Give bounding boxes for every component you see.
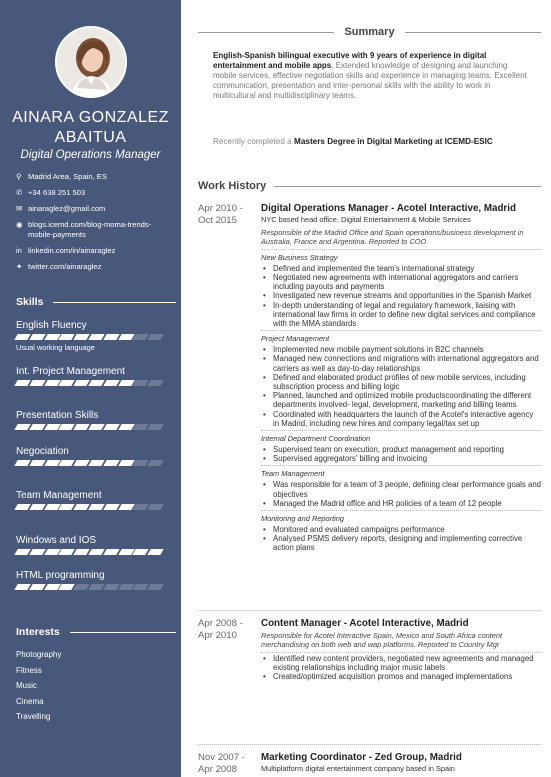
name-line-2: ABAITUA [54,129,127,146]
job-bullet-list [261,264,541,328]
skill-item [16,570,164,590]
sidebar [0,0,181,777]
recent-prefix: Recently completed a [213,137,295,146]
job-bullet: • In-depth understanding of legal and regulatory framework, liaising with international law firms in order to define new digital services and compliance with the MMA standards [261,301,541,329]
contact-item[interactable] [16,246,176,256]
job-bullet-list [261,480,541,508]
job-title: Content Manager - Acotel Interactive, Madrid [261,618,469,629]
skill-level-bar [16,549,164,555]
job-bullet: • Defined and implemented the team's international strategy [261,264,541,273]
skills-heading-text: Skills [16,296,44,308]
job-description: Responsible for Acotel Interactive Spain, Mexico and South Africa content merchandising on both web and wap platforms. Reported to Country Mgr [261,631,503,650]
interest-item: Travelling [16,712,51,721]
twitter-icon: ✦ [16,262,23,271]
skill-level-segment [103,504,119,510]
skill-level-segment [103,460,119,466]
skill-level-segment [147,504,163,510]
skill-level-segment [88,504,104,510]
skill-level-segment [88,380,104,386]
skill-name: Presentation Skills [16,410,99,421]
skill-item [16,320,164,352]
job-date-from: Apr 2010 - [198,203,243,214]
job-section-heading: New Business Strategy [261,252,338,262]
section-separator [261,510,541,511]
recent-degree [213,136,533,147]
skill-level-segment [103,549,119,555]
skill-level-bar [16,334,164,340]
job-bullet: • Supervised aggregators' billing and invoicing [261,454,541,463]
job-description: Responsible of the Madrid Office and Spain operations/business development in Australia, France and Argentina. Reported to COO [261,228,524,247]
job-title: Marketing Coordinator - Zed Group, Madrid [261,752,462,763]
location-pin-icon: ⚲ [16,172,22,181]
summary-title: Summary [344,26,395,38]
summary-header [198,26,541,38]
job-date-to: Oct 2015 [198,215,237,226]
job-bullet: • Implemented new mobile payment solutions in B2C channels [261,345,541,354]
job-dates [198,618,258,642]
interests-heading-text: Interests [16,626,60,638]
job-bullet: • Defined and elaborated product profiles of new mobile services, including subscription process and billing logic [261,373,541,391]
skill-name: English Fluency [16,320,87,331]
contact-text: ainaraglez@gmail.com [28,204,106,213]
job-divider [198,610,541,611]
skill-level-segment [29,380,45,386]
section-separator [261,249,541,250]
job-section-heading: Monitoring and Reporting [261,514,344,524]
contact-item[interactable] [16,220,176,240]
job-entry [261,752,541,774]
job-divider [198,744,541,745]
job-bullet: • Monitored and evaluated campaigns performance [261,525,541,534]
interest-item: Music [16,681,37,690]
skill-item [16,535,164,555]
skill-level-segment [103,424,119,430]
skill-name: Windows and IOS [16,535,97,546]
job-entry [261,203,541,553]
skill-level-segment [14,549,30,555]
job-bullet: • Identified new content providers, negotiated new agreements and managed existing relationships including major music labels [261,654,541,672]
skill-level-bar [16,380,164,386]
section-separator [261,465,541,466]
avatar [55,26,127,98]
job-bullet: • Analysed PSMS delivery reports, designing and implementing corrective action plans [261,534,541,552]
recent-degree-name: Masters Degree in Digital Marketing at ICEMD-ESIC [294,137,493,146]
interests-heading-rule [70,632,176,633]
skill-level-segment [88,549,104,555]
skill-level-segment [29,424,45,430]
skill-level-segment [103,334,119,340]
skills-heading-rule [53,302,176,303]
contact-item[interactable] [16,204,176,214]
work-history-rule [274,186,541,187]
linkedin-icon: in [16,246,22,255]
job-bullet: • Managed the Madrid office and HR policies of a team of 12 people [261,499,541,508]
email-icon: ✉ [16,204,23,213]
skill-level-bar [16,584,164,590]
skill-level-segment [147,424,163,430]
job-dates [198,203,258,227]
skill-level-segment [29,460,45,466]
skill-level-segment [88,424,104,430]
skill-level-segment [147,460,163,466]
skill-level-segment [14,460,30,466]
summary-rule-left [198,32,334,33]
job-bullet: • Created/optimized acquisition promos and managed implementations [261,672,541,681]
summary-rule-right [405,32,541,33]
skill-level-segment [29,504,45,510]
contact-text: blogs.icemd.com/blog-moma-trends-mobile-payments [28,220,152,239]
job-bullet-list [261,525,541,553]
summary-bold: English-Spanish bilingual executive with 9 years of experience in digital entertainment and mobile apps [213,51,487,70]
job-date-from: Apr 2008 - [198,618,243,629]
job-bullet: • Coordinated with headquarters the launch of the Acotel's interactive agency in Madrid, including new hires and company legal/tax set up [261,410,541,428]
skill-name: HTML programming [16,570,105,581]
skill-level-segment [14,504,30,510]
skill-item [16,446,164,466]
job-section-heading: Team Management [261,469,325,479]
skill-level-segment [88,334,104,340]
skill-level-segment [103,380,119,386]
skill-level-segment [103,584,119,590]
job-bullet: • Was responsible for a team of 3 people, defining clear performance goals and objectives [261,480,541,498]
job-bullet-list [261,445,541,463]
skill-level-bar [16,460,164,466]
job-bullet: • Negotiated new agreements with international aggregators and carriers including payouts and payments [261,273,541,291]
skill-level-segment [147,334,163,340]
work-history-title: Work History [198,180,267,192]
skill-level-segment [14,424,30,430]
contact-text: Madrid Area, Spain, ES [28,172,107,181]
skill-level-bar [16,504,164,510]
skill-level-segment [88,584,104,590]
skill-level-segment [147,584,163,590]
job-bullet-list [261,654,541,682]
section-separator [261,330,541,331]
job-section-heading: Project Management [261,334,330,344]
summary-rest: . Extended knowledge of designing and launching mobile services, effective negotiation skills and experience in managing teams. Excellent communication, presentation and inter-personal skills with the ability to work in multicultural and multidisciplinary teams. [213,61,527,100]
main-content [181,0,551,777]
interest-item: Fitness [16,665,42,675]
skill-level-segment [29,584,45,590]
profile-photo [57,28,125,96]
skill-level-segment [29,549,45,555]
job-date-from: Nov 2007 - [198,752,245,763]
skill-name: Int. Project Management [16,366,125,377]
job-title: Digital Operations Manager - Acotel Interactive, Madrid [261,203,516,214]
job-bullet: • Investigated new revenue streams and opportunities in the Spanish Market [261,291,541,300]
job-bullet: • Planned, launched and optimized mobile productscoordinating the different departments involved- legal, development, marketing and billing teams [261,391,541,409]
job-dates [198,752,258,776]
job-bullet-list [261,345,541,428]
contact-text: +34 638 251 503 [28,188,86,197]
skill-name: Negociation [16,446,69,457]
skill-item [16,366,164,386]
contact-text: linkedin.com/in/ainaraglez [28,246,116,255]
skill-item [16,410,164,430]
job-company-info: NYC based head office, Digital Entertainment & Mobile Services [261,215,471,224]
skills-heading [16,296,176,308]
skill-name: Team Management [16,490,102,501]
phone-icon: ✆ [16,188,23,197]
interests-heading [16,626,176,638]
skill-level-bar [16,424,164,430]
job-bullet: • Managed new connections and migrations with international aggregators and carriers as well as day-to-day relationships [261,354,541,372]
job-entry [261,618,541,681]
candidate-role: Digital Operations Manager [20,149,161,161]
candidate-name [0,108,181,148]
work-history-header [198,180,541,192]
interest-item: Cinema [16,696,44,706]
contact-text: twitter.com/ainaraglez [28,262,102,271]
summary-text [213,51,533,101]
skill-level-segment [147,380,163,386]
contact-item [16,172,176,182]
section-separator [261,430,541,431]
job-date-to: Apr 2008 [198,764,237,775]
skill-level-segment [14,584,30,590]
skill-level-segment [14,334,30,340]
job-section-heading: Internal Department Coordination [261,434,371,444]
contact-item [16,188,176,198]
skill-level-segment [14,380,30,386]
job-bullet: • Supervised team on execution, product management and reporting [261,445,541,454]
contact-item[interactable] [16,262,176,272]
skill-note: Usual working language [16,343,95,352]
job-company-info: Multiplatform digital entertainment company based in Spain [261,764,455,773]
skill-level-segment [147,549,163,555]
skill-level-segment [29,334,45,340]
name-line-1: AINARA GONZALEZ [12,109,169,126]
section-separator [261,652,541,653]
skill-level-segment [88,460,104,466]
blog-icon: ◉ [16,220,23,229]
contact-list [16,172,176,278]
interest-item: Photography [16,650,62,659]
skill-item [16,490,164,510]
job-date-to: Apr 2010 [198,630,237,641]
